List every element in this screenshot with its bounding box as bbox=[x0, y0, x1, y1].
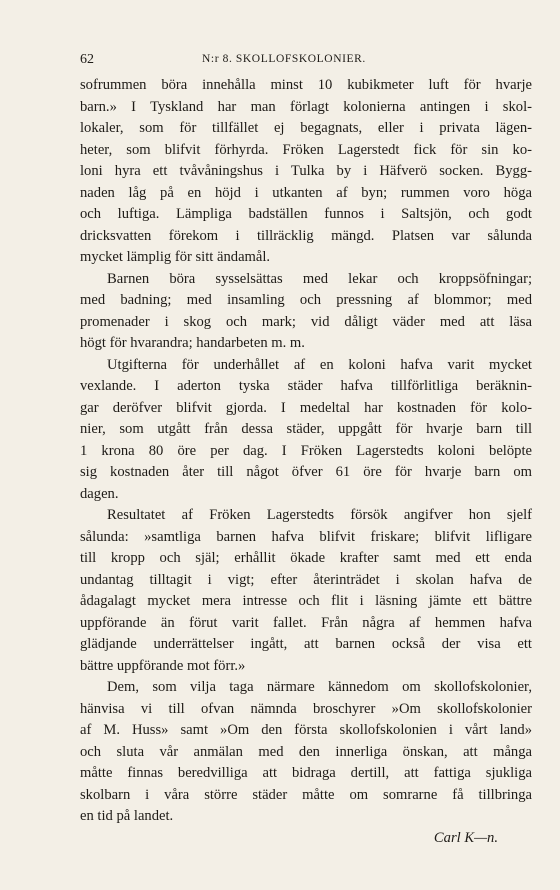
author-signature: Carl K—n. bbox=[433, 829, 498, 846]
text-line: sofrummen böra innehålla minst 10 kubikmeter luft för hvarje bbox=[80, 77, 532, 93]
text-line: nier, som utgått från dessa städer, uppgått för hvarje barn till bbox=[80, 421, 532, 437]
text-line: måtte finnas beredvilliga att bidraga dertill, att fattiga sjukliga bbox=[80, 765, 532, 781]
text-line: ådagalagt mycket mera intresse och flit i läsning jämte ett bättre bbox=[80, 593, 532, 609]
running-head: N:r 8. SKOLLOFSKOLONIER. bbox=[202, 53, 366, 65]
text-line: och sluta vår anmälan med den innerliga önskan, att många bbox=[80, 743, 532, 760]
text-line: Utgifterna för underhållet af en koloni hafva varit mycket bbox=[107, 356, 532, 373]
text-line: till kropp och själ; erhållit ökade krafter samt med ett enda bbox=[80, 550, 532, 566]
text-line: loni hyra ett tvåvåningshus i Tulka by i Häfverö socken. Bygg- bbox=[80, 163, 532, 179]
text-line: gar deröfver blifvit gjorda. I medeltal har kostnaden för kolo- bbox=[80, 399, 532, 416]
text-line: dagen. bbox=[80, 485, 119, 502]
text-line: hänvisa vi till ofvan nämnda broschyrer »Om skollofskolonier bbox=[80, 700, 532, 717]
text-line: skolbarn i våra större städer måtte om somrarne få tillbringa bbox=[80, 786, 532, 803]
text-line: naden låg på en höjd i utkanten af byn; rummen voro höga bbox=[80, 184, 532, 201]
text-line: sig kostnaden åter till något öfver 61 öre för hvarje barn om bbox=[80, 464, 532, 480]
text-line: 1 krona 80 öre per dag. I Fröken Lagerstedts koloni belöpte bbox=[80, 442, 532, 459]
text-line: högt för hvarandra; handarbeten m. m. bbox=[80, 335, 305, 351]
text-line: lokaler, som för tillfället ej begagnats, eller i privata lägen- bbox=[80, 120, 532, 136]
page-number: 62 bbox=[80, 52, 94, 67]
text-line: dricksvatten förekom i tillräcklig mängd. Platsen var sålunda bbox=[80, 227, 532, 244]
text-line: sålunda: »samtliga barnen hafva blifvit friskare; blifvit lifligare bbox=[80, 528, 532, 545]
text-line: promenader i skog och mark; vid dåligt väder med att läsa bbox=[80, 313, 532, 330]
article-body bbox=[80, 75, 532, 849]
text-line: af M. Huss» samt »Om den första skollofskolonien i vårt land» bbox=[80, 722, 532, 738]
text-line: vexlande. I aderton tyska städer hafva tillförlitliga beräknin- bbox=[80, 378, 532, 394]
text-line: undantag tilltagit i vigt; efter återinträdet i skolan hafva de bbox=[80, 571, 532, 588]
text-line: mycket lämplig för sitt ändamål. bbox=[80, 249, 271, 265]
page-header bbox=[80, 52, 532, 70]
text-line: uppförande än förut varit fallet. Från några af hemmen hafva bbox=[80, 614, 532, 631]
text-line: en tid på landet. bbox=[80, 808, 174, 824]
text-line: barn.» I Tyskland har man förlagt kolonierna antingen i skol- bbox=[80, 98, 532, 115]
text-line: Dem, som vilja taga närmare kännedom om skollofskolonier, bbox=[107, 679, 532, 695]
text-line: med badning; med insamling och pressning af blommor; med bbox=[80, 292, 532, 308]
text-line: och luftiga. Lämpliga badställen funnos i Saltsjön, och godt bbox=[80, 206, 532, 222]
text-line: bättre uppförande mot förr.» bbox=[80, 657, 246, 674]
text-line: Barnen böra sysselsättas med lekar och kroppsöfningar; bbox=[107, 270, 532, 287]
text-line: heter, som blifvit förhyrda. Fröken Lagerstedt fick för sin ko- bbox=[80, 141, 532, 158]
text-line: glädjande underrättelser ingått, att barnen också der visa ett bbox=[80, 636, 532, 652]
text-line: Resultatet af Fröken Lagerstedts försök angifver hon sjelf bbox=[107, 507, 532, 523]
